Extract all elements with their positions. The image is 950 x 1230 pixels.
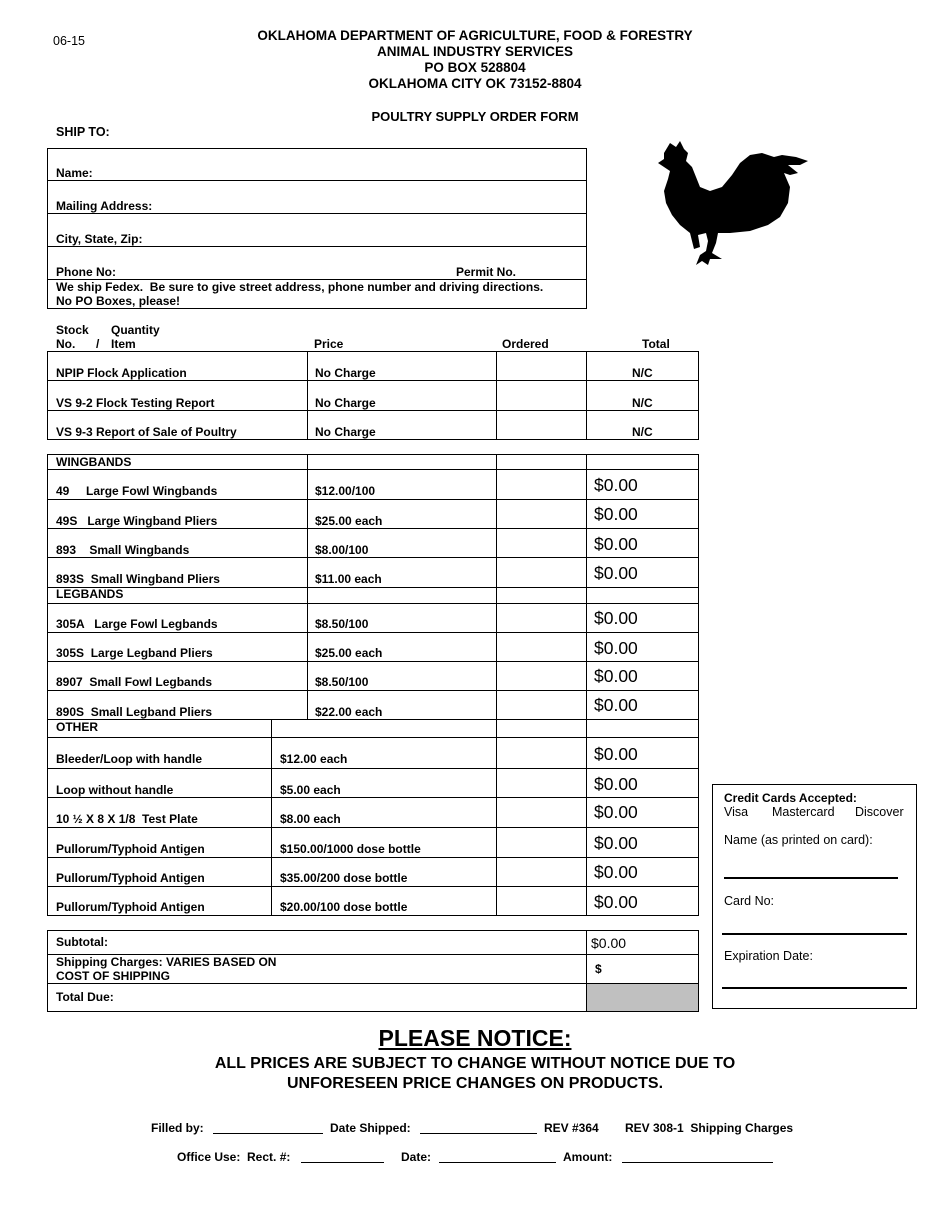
legband-price: $8.50/100	[315, 617, 369, 631]
notice-line-2: UNFORESEEN PRICE CHANGES ON PRODUCTS.	[286, 1075, 664, 1092]
mailing-address-field-label[interactable]: Mailing Address:	[56, 199, 153, 213]
amount-label: Amount:	[563, 1150, 613, 1164]
legband-price: $22.00 each	[315, 705, 383, 719]
form-total: N/C	[632, 396, 653, 410]
header-line-2: ANIMAL INDUSTRY SERVICES	[376, 44, 574, 59]
ordered-input[interactable]	[497, 529, 586, 557]
receipt-number-line[interactable]	[301, 1162, 384, 1163]
card-number-label: Card No:	[724, 894, 775, 908]
permit-field-label[interactable]: Permit No.	[456, 265, 517, 279]
line-total: $0.00	[594, 892, 638, 912]
shipping-label-1: Shipping Charges: VARIES BASED ON	[56, 955, 277, 969]
city-state-zip-field-label[interactable]: City, State, Zip:	[56, 232, 143, 246]
legband-item: 305A Large Fowl Legbands	[56, 617, 218, 631]
legband-price: $25.00 each	[315, 646, 383, 660]
shipping-note-1: We ship Fedex. Be sure to give street address, phone number and driving directions.	[56, 280, 544, 294]
other-price: $5.00 each	[280, 783, 341, 797]
other-price: $20.00/100 dose bottle	[280, 900, 408, 914]
wingband-price: $12.00/100	[315, 484, 376, 498]
date-shipped-label: Date Shipped:	[330, 1121, 411, 1135]
filled-by-label: Filled by:	[151, 1121, 204, 1135]
ordered-input[interactable]	[497, 798, 586, 827]
line-total: $0.00	[594, 774, 638, 794]
rev-364: REV #364	[544, 1121, 599, 1135]
notice-title: PLEASE NOTICE:	[378, 1025, 572, 1051]
line-total: $0.00	[594, 608, 638, 628]
col-quantity: Quantity	[111, 323, 160, 337]
form-title: POULTRY SUPPLY ORDER FORM	[371, 109, 579, 124]
form-item: VS 9-2 Flock Testing Report	[56, 396, 215, 410]
ordered-input[interactable]	[497, 887, 586, 916]
cardholder-name-line[interactable]	[724, 877, 898, 879]
date-shipped-line[interactable]	[420, 1133, 537, 1134]
legband-price: $8.50/100	[315, 675, 369, 689]
ordered-input[interactable]	[497, 633, 586, 661]
ordered-input[interactable]	[497, 470, 586, 499]
ordered-input[interactable]	[497, 411, 586, 440]
shipping-value[interactable]: $	[595, 962, 602, 976]
other-item: Bleeder/Loop with handle	[56, 752, 203, 766]
form-item: VS 9-3 Report of Sale of Poultry	[56, 425, 237, 439]
wingband-item: 49S Large Wingband Pliers	[56, 514, 218, 528]
form-item: NPIP Flock Application	[56, 366, 187, 380]
office-date-line[interactable]	[439, 1162, 556, 1163]
office-date-label: Date:	[401, 1150, 432, 1164]
ordered-input[interactable]	[497, 769, 586, 797]
card-mastercard: Mastercard	[772, 805, 835, 819]
notice-text	[0, 1054, 950, 1094]
ordered-input[interactable]	[497, 858, 586, 886]
wingband-price: $25.00 each	[315, 514, 383, 528]
phone-field-label[interactable]: Phone No:	[56, 265, 116, 279]
card-number-line[interactable]	[722, 933, 907, 935]
ordered-input[interactable]	[497, 500, 586, 528]
subtotal-label: Subtotal:	[56, 935, 108, 949]
wingband-item: 893 Small Wingbands	[56, 543, 190, 557]
form-price: No Charge	[315, 396, 376, 410]
col-item: Item	[111, 337, 136, 351]
agency-header	[0, 28, 950, 92]
header-line-4: OKLAHOMA CITY OK 73152-8804	[368, 76, 582, 91]
form-code: 06-15	[53, 34, 85, 48]
expiration-label: Expiration Date:	[724, 949, 813, 963]
other-price: $8.00 each	[280, 812, 341, 826]
col-total: Total	[642, 337, 670, 351]
col-price: Price	[314, 337, 344, 351]
shipping-note-2: No PO Boxes, please!	[56, 294, 181, 308]
legband-item: 305S Large Legband Pliers	[56, 646, 213, 660]
rev-308-1: REV 308-1 Shipping Charges	[625, 1121, 794, 1135]
card-discover: Discover	[855, 805, 904, 819]
notice-line-1: ALL PRICES ARE SUBJECT TO CHANGE WITHOUT NOTICE DUE TO	[214, 1055, 736, 1072]
line-total: $0.00	[594, 862, 638, 882]
ordered-input[interactable]	[497, 558, 586, 587]
office-use-label: Office Use: Rect. #:	[177, 1150, 291, 1164]
line-total: $0.00	[594, 744, 638, 764]
other-price: $12.00 each	[280, 752, 348, 766]
card-visa: Visa	[724, 805, 749, 819]
rooster-icon	[650, 135, 815, 270]
form-total: N/C	[632, 366, 653, 380]
other-item: Pullorum/Typhoid Antigen	[56, 842, 205, 856]
header-line-3: PO BOX 528804	[424, 60, 526, 75]
col-stock: Stock	[56, 323, 89, 337]
credit-cards-heading: Credit Cards Accepted:	[724, 791, 857, 805]
shipping-label-2: COST OF SHIPPING	[56, 969, 171, 983]
other-item: Pullorum/Typhoid Antigen	[56, 900, 205, 914]
wingband-price: $11.00 each	[315, 572, 382, 586]
form-price: No Charge	[315, 425, 376, 439]
wingbands-heading: WINGBANDS	[56, 455, 132, 469]
ship-to-label: SHIP TO:	[56, 125, 110, 139]
ordered-input[interactable]	[497, 352, 586, 380]
line-total: $0.00	[594, 638, 638, 658]
wingband-item: 893S Small Wingband Pliers	[56, 572, 220, 586]
wingband-price: $8.00/100	[315, 543, 369, 557]
ordered-input[interactable]	[497, 828, 586, 857]
form-total: N/C	[632, 425, 653, 439]
line-total: $0.00	[594, 534, 638, 554]
col-ordered: Ordered	[502, 337, 549, 351]
legband-item: 8907 Small Fowl Legbands	[56, 675, 213, 689]
header-line-1: OKLAHOMA DEPARTMENT OF AGRICULTURE, FOOD & FORESTRY	[257, 28, 693, 43]
col-slash: /	[96, 337, 100, 351]
expiration-line[interactable]	[722, 987, 907, 989]
other-item: 10 ½ X 8 X 1/8 Test Plate	[56, 812, 198, 826]
ordered-input[interactable]	[497, 691, 586, 719]
cardholder-name-label: Name (as printed on card):	[724, 833, 873, 847]
other-item: Loop without handle	[56, 783, 174, 797]
line-total: $0.00	[594, 475, 638, 495]
name-field-label[interactable]: Name:	[56, 166, 93, 180]
line-total: $0.00	[594, 563, 638, 583]
legbands-heading: LEGBANDS	[56, 587, 124, 601]
line-total: $0.00	[594, 666, 638, 686]
legband-item: 890S Small Legband Pliers	[56, 705, 213, 719]
other-price: $35.00/200 dose bottle	[280, 871, 408, 885]
ordered-input[interactable]	[497, 381, 586, 410]
col-no: No.	[56, 337, 76, 351]
other-item: Pullorum/Typhoid Antigen	[56, 871, 205, 885]
line-total: $0.00	[594, 802, 638, 822]
ordered-input[interactable]	[497, 662, 586, 690]
line-total: $0.00	[594, 833, 638, 853]
other-price: $150.00/1000 dose bottle	[280, 842, 421, 856]
ordered-input[interactable]	[497, 604, 586, 632]
other-heading: OTHER	[56, 720, 98, 734]
ordered-input[interactable]	[497, 738, 586, 768]
line-total: $0.00	[594, 695, 638, 715]
form-price: No Charge	[315, 366, 376, 380]
total-due-label: Total Due:	[56, 990, 114, 1004]
wingband-item: 49 Large Fowl Wingbands	[56, 484, 218, 498]
filled-by-line[interactable]	[213, 1133, 323, 1134]
line-total: $0.00	[594, 504, 638, 524]
subtotal-value: $0.00	[591, 935, 627, 951]
amount-line[interactable]	[622, 1162, 773, 1163]
